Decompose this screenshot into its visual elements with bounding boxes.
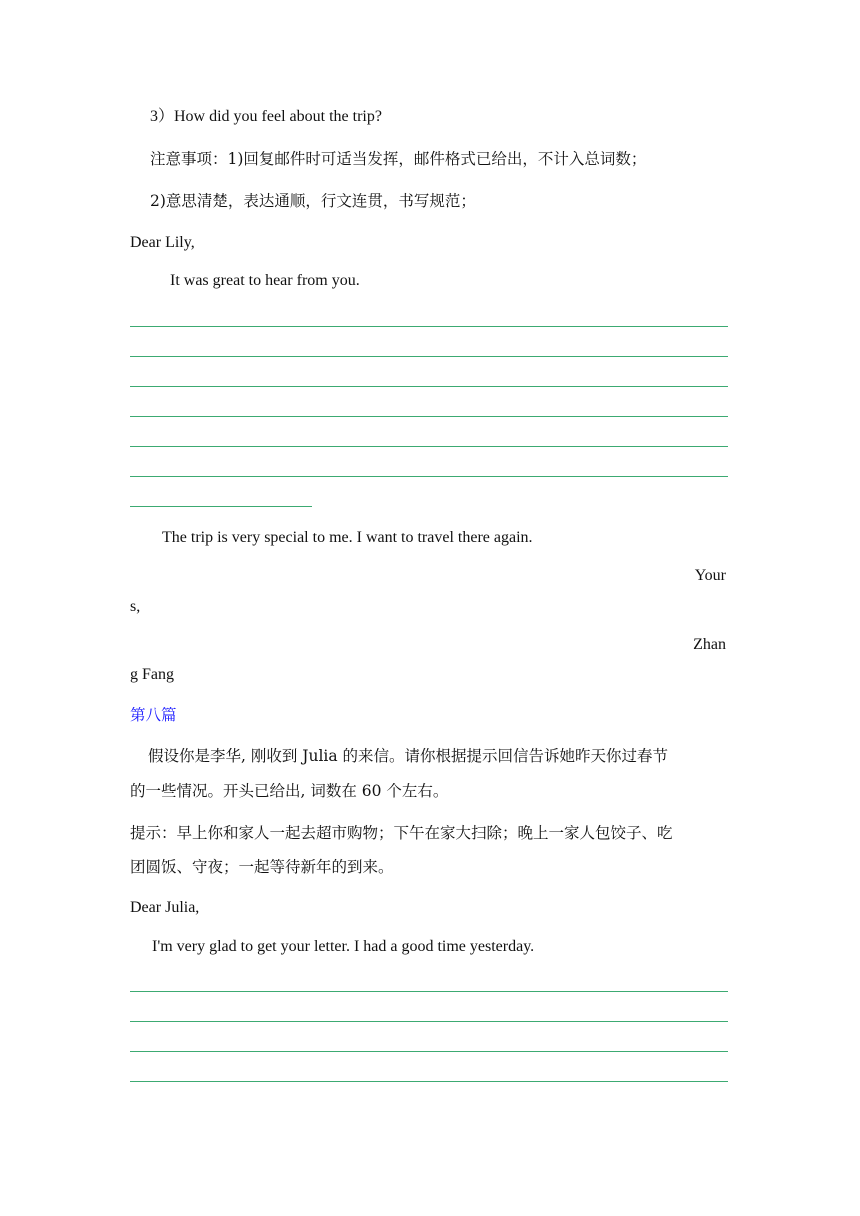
- hint-line-2: 团圆饭、守夜；一起等待新年的到来。: [130, 858, 394, 876]
- prompt-line-1: 假设你是李华, 刚收到 Julia 的来信。请你根据提示回信告诉她昨天你过春节: [148, 747, 669, 765]
- opening-sentence-julia: I'm very glad to get your letter. I had a good time yesterday.: [152, 938, 535, 955]
- signoff-part-2: s,: [130, 598, 141, 615]
- writing-line[interactable]: [130, 416, 728, 417]
- opening-sentence-lily: It was great to hear from you.: [170, 272, 360, 289]
- closing-sentence: The trip is very special to me. I want to travel there again.: [162, 529, 533, 546]
- signoff-part-1: Your: [694, 567, 726, 584]
- writing-line-short[interactable]: [130, 506, 312, 507]
- writing-line[interactable]: [130, 991, 728, 992]
- writing-line[interactable]: [130, 386, 728, 387]
- hint-line-1: 提示：早上你和家人一起去超市购物；下午在家大扫除；晚上一家人包饺子、吃: [130, 824, 673, 842]
- writing-line[interactable]: [130, 1081, 728, 1082]
- note-line-1: 注意事项：1)回复邮件时可适当发挥，邮件格式已给出，不计入总词数；: [150, 150, 647, 168]
- note-line-2: 2)意思清楚，表达通顺，行文连贯，书写规范；: [150, 192, 476, 210]
- writing-line[interactable]: [130, 1021, 728, 1022]
- greeting-lily: Dear Lily,: [130, 234, 195, 251]
- writing-line[interactable]: [130, 446, 728, 447]
- writing-line[interactable]: [130, 476, 728, 477]
- signature-part-1: Zhan: [693, 636, 726, 653]
- section-heading: 第八篇: [130, 706, 177, 724]
- writing-line[interactable]: [130, 326, 728, 327]
- prompt-line-2: 的一些情况。开头已给出, 词数在 60 个左右。: [130, 782, 449, 800]
- writing-line[interactable]: [130, 356, 728, 357]
- question-3: 3）How did you feel about the trip?: [150, 108, 382, 125]
- signature-part-2: g Fang: [130, 666, 174, 683]
- greeting-julia: Dear Julia,: [130, 899, 200, 916]
- writing-line[interactable]: [130, 1051, 728, 1052]
